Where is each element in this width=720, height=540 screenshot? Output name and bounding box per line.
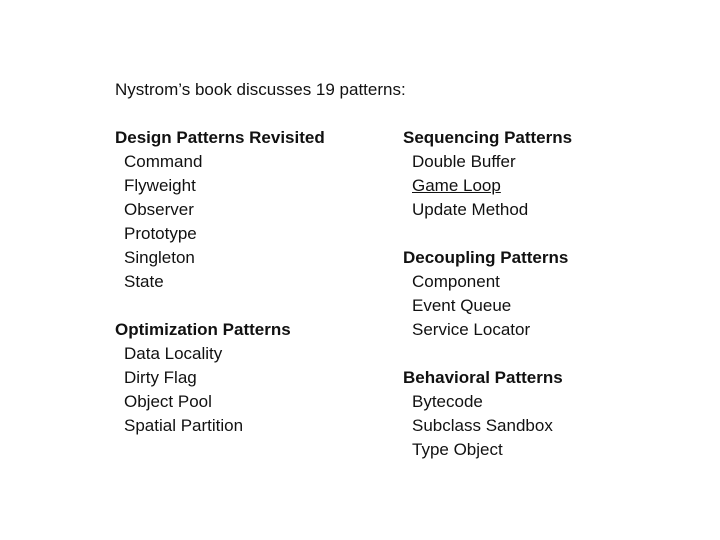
pattern-event-queue: Event Queue: [412, 296, 512, 315]
right-column: [403, 126, 572, 486]
intro-text: Nystrom’s book discusses 19 patterns:: [115, 80, 406, 99]
group-optimization-patterns: [115, 318, 325, 438]
pattern-subclass-sandbox: Subclass Sandbox: [412, 416, 553, 435]
pattern-data-locality: Data Locality: [124, 344, 223, 363]
group-title: Sequencing Patterns: [403, 128, 573, 147]
pattern-component: Component: [412, 272, 500, 291]
left-column: [115, 126, 325, 462]
pattern-game-loop-label[interactable]: Game Loop: [412, 176, 501, 195]
pattern-dirty-flag: Dirty Flag: [124, 368, 197, 387]
pattern-prototype: Prototype: [124, 224, 197, 243]
group-decoupling-patterns: [403, 246, 572, 342]
pattern-double-buffer: Double Buffer: [412, 152, 516, 171]
pattern-flyweight: Flyweight: [124, 176, 196, 195]
group-sequencing-patterns: [403, 126, 572, 222]
pattern-spatial-partition: Spatial Partition: [124, 416, 244, 435]
pattern-bytecode: Bytecode: [412, 392, 483, 411]
group-title: Behavioral Patterns: [403, 368, 563, 387]
pattern-observer: Observer: [124, 200, 194, 219]
group-behavioral-patterns: [403, 366, 572, 462]
pattern-update-method: Update Method: [412, 200, 529, 219]
pattern-command: Command: [124, 152, 203, 171]
pattern-type-object: Type Object: [412, 440, 503, 459]
pattern-game-loop-link[interactable]: [403, 174, 572, 198]
group-title: Decoupling Patterns: [403, 248, 569, 267]
group-title: Design Patterns Revisited: [115, 128, 325, 147]
group-title: Optimization Patterns: [115, 320, 291, 339]
pattern-service-locator: Service Locator: [412, 320, 531, 339]
pattern-singleton: Singleton: [124, 248, 195, 267]
group-design-patterns-revisited: [115, 126, 325, 294]
pattern-object-pool: Object Pool: [124, 392, 212, 411]
pattern-state: State: [124, 272, 164, 291]
